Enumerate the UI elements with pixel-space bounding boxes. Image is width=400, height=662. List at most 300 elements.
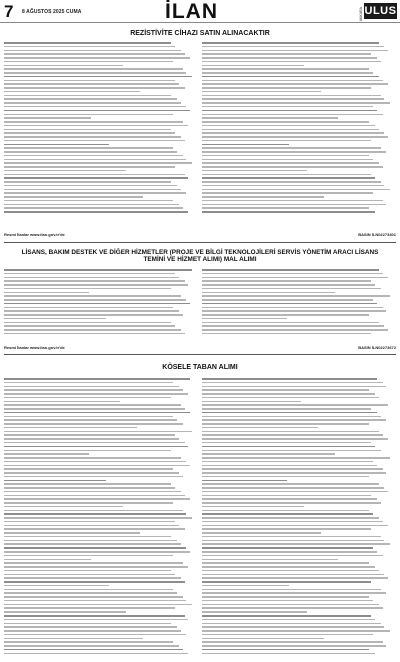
text-line [4, 634, 186, 636]
text-line [202, 446, 375, 448]
text-line [202, 192, 373, 194]
text-line [4, 87, 185, 89]
notice-source: Resmi İlanlar www.ilan.gov.tr'de [4, 232, 65, 237]
text-line [202, 46, 384, 48]
text-line [202, 151, 386, 153]
text-line [4, 472, 179, 474]
text-line [202, 502, 381, 504]
text-line [4, 510, 183, 512]
text-line [4, 389, 183, 391]
notice-column-right [202, 269, 392, 337]
notice-kosele-taban [4, 358, 396, 662]
text-line [202, 147, 381, 149]
text-line [4, 543, 181, 545]
text-line [4, 147, 173, 149]
text-line [202, 626, 384, 628]
text-line [4, 604, 192, 606]
text-line [202, 189, 390, 191]
text-line [202, 434, 383, 436]
text-line [4, 144, 109, 146]
text-line [4, 517, 192, 519]
text-line [202, 604, 379, 606]
text-line [4, 585, 109, 587]
text-line [202, 314, 369, 316]
text-line [202, 333, 371, 335]
notice-title: LİSANS, BAKIM DESTEK VE DİĞER HİZMETLER (PROJE VE BİLGİ TEKNOLOJİLERİ SERVİS YÖNETİM ARACI LİSANS TEMİNİ VE HİZMET ALIMI) MAL ALIMI [21, 249, 379, 263]
text-line [202, 277, 388, 279]
text-line [4, 615, 185, 617]
text-line [4, 284, 188, 286]
text-line [4, 468, 173, 470]
text-line [4, 303, 190, 305]
text-line [202, 288, 381, 290]
text-line [4, 416, 173, 418]
text-line [202, 280, 371, 282]
text-line [202, 185, 384, 187]
text-line [4, 551, 190, 553]
text-line [202, 273, 383, 275]
text-line [202, 577, 388, 579]
text-line [202, 461, 373, 463]
text-line [4, 140, 185, 142]
text-line [202, 166, 383, 168]
text-line [4, 322, 171, 324]
text-line [4, 151, 177, 153]
text-line [202, 181, 381, 183]
text-line [202, 393, 375, 395]
text-line [202, 457, 390, 459]
text-line [4, 412, 190, 414]
text-line [4, 645, 179, 647]
text-line [4, 480, 106, 482]
text-line [4, 577, 181, 579]
text-line [202, 136, 388, 138]
text-line [202, 76, 379, 78]
notice-column-left [4, 269, 194, 337]
text-line [4, 288, 171, 290]
notice-column-left [4, 42, 194, 215]
text-line [202, 555, 383, 557]
text-line [202, 653, 375, 655]
notice-lisans-bakim [4, 246, 396, 355]
text-line [4, 273, 175, 275]
paper-logo: ULUS [364, 5, 397, 17]
text-line [4, 630, 181, 632]
text-line [4, 83, 179, 85]
text-line [202, 442, 371, 444]
text-line [4, 50, 181, 52]
text-line [202, 600, 373, 602]
text-line [4, 177, 188, 179]
text-line [202, 269, 379, 271]
text-line [4, 269, 192, 271]
text-line [202, 510, 369, 512]
text-line [202, 80, 383, 82]
text-line [202, 495, 371, 497]
text-line [202, 397, 379, 399]
text-line [4, 521, 175, 523]
text-line [4, 641, 173, 643]
text-line [202, 61, 381, 63]
text-line [202, 174, 371, 176]
text-line [4, 461, 186, 463]
text-line [202, 196, 324, 198]
text-line [202, 412, 377, 414]
text-line [4, 299, 186, 301]
text-line [4, 495, 185, 497]
text-line [202, 638, 324, 640]
text-line [202, 117, 338, 119]
text-line [4, 378, 190, 380]
text-line [202, 110, 377, 112]
text-line [4, 566, 188, 568]
text-line [202, 87, 371, 89]
text-line [202, 517, 379, 519]
text-line [4, 329, 181, 331]
text-line [202, 559, 338, 561]
text-line [4, 207, 183, 209]
text-line [202, 159, 373, 161]
text-line [4, 65, 123, 67]
text-line [202, 57, 377, 59]
text-line [4, 196, 143, 198]
text-line [202, 404, 388, 406]
text-line [202, 645, 386, 647]
text-line [202, 416, 381, 418]
text-line [4, 318, 106, 320]
text-line [4, 491, 181, 493]
notice-column-right [202, 378, 392, 656]
text-line [4, 333, 185, 335]
text-line [202, 528, 371, 530]
text-line [4, 476, 183, 478]
text-line [202, 487, 384, 489]
text-line [202, 641, 383, 643]
text-line [4, 192, 186, 194]
text-line [4, 562, 183, 564]
text-line [4, 574, 175, 576]
text-line [4, 419, 177, 421]
text-line [4, 42, 171, 44]
text-line [202, 438, 388, 440]
text-line [4, 136, 181, 138]
text-line [202, 310, 386, 312]
text-line [202, 129, 379, 131]
text-line [4, 446, 188, 448]
text-line [202, 170, 307, 172]
text-line [202, 53, 371, 55]
text-line [4, 110, 190, 112]
text-line [4, 649, 183, 651]
text-line [202, 386, 386, 388]
text-line [202, 378, 377, 380]
issue-date: 8 AĞUSTOS 2025 CUMA [22, 9, 82, 15]
text-line [202, 630, 390, 632]
text-line [202, 634, 373, 636]
text-line [4, 442, 185, 444]
text-line [4, 653, 188, 655]
text-line [4, 619, 188, 621]
text-line [202, 623, 381, 625]
text-line [202, 98, 384, 100]
text-line [202, 581, 371, 583]
text-line [202, 543, 390, 545]
text-line [4, 570, 171, 572]
text-line [202, 95, 381, 97]
text-line [202, 68, 369, 70]
text-line [202, 536, 381, 538]
text-line [4, 581, 185, 583]
notice-title: REZİSTİVİTE CİHAZI SATIN ALINACAKTIR [130, 30, 270, 37]
text-line [202, 325, 384, 327]
notice-source: Resmi İlanlar www.ilan.gov.tr'de [4, 345, 65, 350]
notice-reference: BASIN İLN02273672 [358, 345, 396, 350]
text-line [4, 132, 175, 134]
notice-title: KÖSELE TABAN ALIMI [162, 364, 238, 371]
notice-column-right [202, 42, 392, 215]
text-line [202, 299, 373, 301]
text-line [4, 532, 140, 534]
text-line [4, 457, 181, 459]
text-line [202, 491, 388, 493]
text-line [4, 623, 171, 625]
notice-body [4, 42, 396, 228]
text-line [4, 592, 177, 594]
text-line [4, 80, 175, 82]
text-line [202, 102, 390, 104]
text-line [202, 476, 369, 478]
text-line [4, 106, 186, 108]
text-line [4, 53, 185, 55]
text-line [202, 547, 373, 549]
text-line [4, 382, 173, 384]
text-line [4, 129, 171, 131]
text-line [202, 162, 379, 164]
text-line [202, 465, 377, 467]
text-line [4, 536, 171, 538]
text-line [202, 453, 335, 455]
notice-body [4, 378, 396, 662]
text-line [4, 450, 171, 452]
text-line [202, 551, 377, 553]
text-line [4, 98, 177, 100]
text-line [202, 513, 373, 515]
text-line [4, 102, 181, 104]
text-line [4, 72, 186, 74]
text-line [202, 144, 289, 146]
text-line [202, 318, 287, 320]
text-line [4, 159, 186, 161]
text-line [4, 170, 126, 172]
text-line [4, 91, 140, 93]
text-line [4, 185, 177, 187]
notice-body [4, 269, 396, 344]
text-line [202, 615, 371, 617]
text-line [4, 46, 175, 48]
text-line [4, 155, 183, 157]
text-line [202, 427, 318, 429]
text-line [202, 532, 321, 534]
text-line [202, 125, 375, 127]
text-line [4, 559, 91, 561]
text-line [202, 450, 381, 452]
text-line [202, 506, 304, 508]
text-line [4, 174, 185, 176]
text-line [4, 386, 179, 388]
text-line [202, 570, 379, 572]
text-line [202, 292, 335, 294]
text-line [4, 125, 188, 127]
text-line [4, 325, 175, 327]
text-line [202, 329, 388, 331]
text-line [4, 76, 192, 78]
page-number: 7 [4, 2, 14, 21]
text-line [4, 540, 177, 542]
masthead [0, 0, 400, 23]
text-line [4, 393, 188, 395]
notice-rezistivite [4, 24, 396, 243]
text-line [202, 562, 369, 564]
text-line [4, 438, 179, 440]
text-line [202, 431, 379, 433]
text-line [4, 204, 179, 206]
text-line [202, 592, 386, 594]
text-line [4, 397, 171, 399]
text-line [202, 619, 375, 621]
text-line [4, 611, 126, 613]
text-line [4, 431, 192, 433]
text-line [4, 61, 173, 63]
text-line [4, 408, 185, 410]
text-line [4, 502, 173, 504]
text-line [202, 589, 381, 591]
text-line [202, 423, 369, 425]
text-line [202, 177, 375, 179]
text-line [4, 68, 183, 70]
text-line [4, 528, 185, 530]
text-line [4, 404, 181, 406]
text-line [202, 566, 375, 568]
text-line [4, 95, 171, 97]
text-line [202, 596, 369, 598]
text-line [202, 65, 304, 67]
text-line [202, 382, 383, 384]
text-line [202, 91, 321, 93]
text-line [4, 211, 188, 213]
text-line [202, 607, 383, 609]
text-line [202, 140, 371, 142]
text-line [4, 487, 175, 489]
text-line [202, 419, 386, 421]
text-line [202, 155, 369, 157]
text-line [202, 200, 383, 202]
text-line [4, 525, 179, 527]
text-line [4, 280, 185, 282]
text-line [4, 200, 173, 202]
text-line [4, 498, 190, 500]
text-line [4, 189, 181, 191]
text-line [202, 284, 375, 286]
notice-reference: BASIN İLN02273401 [358, 232, 396, 237]
text-line [4, 547, 186, 549]
text-line [202, 132, 384, 134]
text-line [202, 106, 373, 108]
text-line [202, 322, 379, 324]
text-line [202, 207, 369, 209]
text-line [4, 638, 143, 640]
text-line [202, 472, 386, 474]
text-line [4, 427, 137, 429]
text-line [202, 574, 384, 576]
text-line [4, 166, 175, 168]
paper-city-label: ANKARA [359, 7, 363, 22]
text-line [202, 540, 384, 542]
text-line [202, 204, 386, 206]
text-line [202, 211, 375, 213]
text-line [4, 307, 173, 309]
text-line [202, 295, 390, 297]
text-line [4, 465, 190, 467]
text-line [202, 307, 383, 309]
text-line [202, 72, 373, 74]
notice-column-left [4, 378, 194, 656]
text-line [4, 295, 181, 297]
text-line [4, 607, 175, 609]
text-line [4, 483, 171, 485]
text-line [202, 585, 289, 587]
text-line [202, 303, 377, 305]
text-line [202, 401, 301, 403]
text-line [202, 521, 383, 523]
text-line [4, 453, 89, 455]
text-line [202, 649, 369, 651]
text-line [4, 57, 190, 59]
text-line [4, 314, 183, 316]
text-line [4, 626, 177, 628]
text-line [4, 292, 89, 294]
text-line [202, 50, 388, 52]
text-line [4, 277, 179, 279]
text-line [202, 389, 369, 391]
text-line [4, 596, 183, 598]
text-line [4, 401, 120, 403]
text-line [202, 114, 383, 116]
text-line [202, 483, 379, 485]
text-line [4, 513, 186, 515]
text-line [4, 181, 171, 183]
text-line [4, 162, 192, 164]
text-line [202, 525, 388, 527]
text-line [202, 611, 307, 613]
text-line [202, 480, 287, 482]
text-line [4, 589, 173, 591]
text-line [4, 555, 173, 557]
text-line [202, 121, 369, 123]
text-line [202, 498, 377, 500]
text-line [4, 117, 91, 119]
text-line [202, 408, 371, 410]
text-line [4, 434, 175, 436]
text-line [202, 83, 388, 85]
text-line [4, 121, 183, 123]
text-line [4, 423, 183, 425]
text-line [4, 114, 173, 116]
text-line [202, 42, 379, 44]
text-line [4, 506, 123, 508]
section-title: İLAN [165, 0, 218, 23]
text-line [202, 468, 383, 470]
text-line [4, 600, 186, 602]
